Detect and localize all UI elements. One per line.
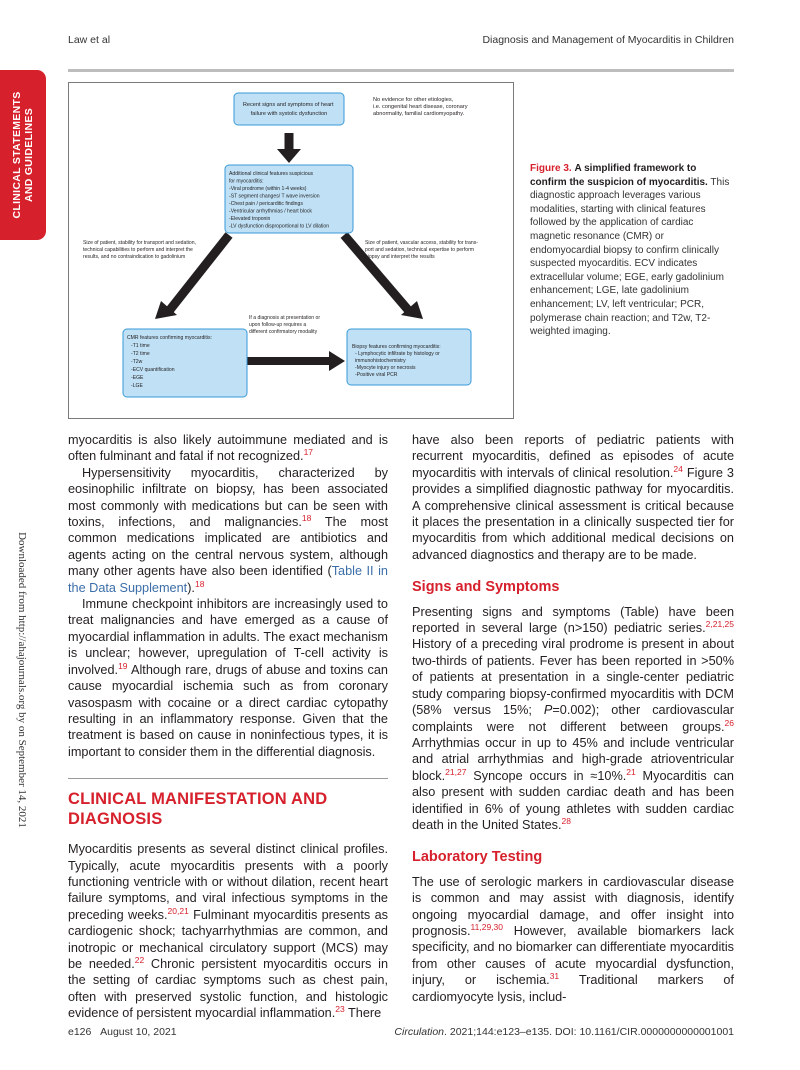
data-supplement-link[interactable]: Table II in the Data Supplement [68, 564, 388, 595]
top-note-line-3: abnormality, familial cardiomyopathy. [373, 111, 465, 117]
middle-box-line-1: Additional clinical features suspicious [229, 171, 314, 177]
figure-caption [530, 162, 730, 339]
arrow-bidirectional-right-head [329, 351, 345, 371]
top-box-line-1: Recent signs and symptoms of heart [242, 102, 334, 108]
page-number: e126 [68, 1026, 92, 1038]
cmr-box-line-7: -LGE [131, 383, 143, 389]
reference-citation[interactable]: 19 [118, 660, 128, 671]
footer-page-info [68, 1026, 177, 1038]
center-note-line-2: upon follow-up requires a [249, 322, 307, 328]
reference-citation[interactable]: 2,21,25 [705, 618, 734, 629]
publication-date: August 10, 2021 [100, 1026, 177, 1038]
reference-citation[interactable]: 31 [549, 970, 560, 981]
center-note-line-1: If a diagnosis at presentation or [249, 315, 321, 321]
diagram-canvas [69, 83, 513, 418]
biopsy-box-line-2: - Lymphocytic infiltrate by histology or [355, 351, 440, 357]
top-box-line-2: failure with systolic dysfunction [250, 111, 328, 117]
center-note-line-3: different confirmatory modality [249, 329, 318, 335]
cmr-box-line-2: -T1 time [131, 343, 150, 349]
reference-citation[interactable]: 17 [303, 447, 314, 458]
cmr-box-line-1: CMR features confirming myocarditis: [127, 335, 212, 341]
reference-citation[interactable]: 18 [194, 578, 205, 589]
running-head-authors: Law et al [68, 34, 111, 46]
caption-title: A simplified framework to confirm the suspicion of myocarditis. [530, 163, 708, 188]
reference-citation[interactable]: 11,29,30 [470, 921, 504, 932]
side-tab-line-1: CLINICAL STATEMENTS [11, 91, 23, 219]
journal-name: Circulation [394, 1026, 445, 1038]
biopsy-box-line-3: immunohistochemistry [355, 358, 406, 364]
reference-citation[interactable]: 21 [626, 766, 636, 777]
section-heading-line-2: DIAGNOSIS [68, 810, 163, 829]
section-heading-line-1: CLINICAL MANIFESTATION AND [68, 790, 328, 809]
left-column [68, 432, 388, 1022]
subheading-laboratory-testing: Laboratory Testing [412, 849, 543, 866]
biopsy-box-line-4: -Myocyte injury or necrosis [355, 365, 416, 371]
right-note-line-3: biopsy and interpret the results [365, 254, 435, 260]
reference-citation[interactable]: 22 [134, 954, 145, 965]
left-note-line-2: technical capabilities to perform and interpret the [83, 247, 193, 253]
right-note-line-2: port and sedation, technical expertise to perform [365, 247, 475, 253]
left-paragraph-3: Immune checkpoint inhibitors are increasingly used to treat malignancies and have emerged as a cause of myocardial inflammation in adults. The exact mechanism is unclear; however, upregulation of T-cell activity is involved.$^{19}$ Although rare, drugs of abuse and toxins can cause myocardial ischemia such as from coronary vasospasm with cocaine or a direct cardiac cytopathy resulting in an inflammatory response. Given that the treatment is based on cause in noninfectious types, it is important to consider them in the differential diagnosis. [68, 597, 388, 759]
left-note-line-3: results, and no contraindication to gadolinium [83, 254, 186, 260]
biopsy-box-line-5: -Positive viral PCR [355, 372, 398, 378]
reference-citation[interactable]: 18 [301, 512, 312, 523]
side-tab-label [11, 91, 35, 218]
figure-3-diagram [68, 82, 514, 419]
left-note-text [83, 240, 197, 260]
right-paragraph-3: The use of serologic markers in cardiovascular disease is common and may assist with diagnosis, identify ongoing myocardial damage, and offer insight into prognosis.$^{11,29,30}$ However, available biomarkers lack specificity, and no biomarker can differentiate myocarditis from other causes of acute myocardial dysfunction, injury, or ischemia.$^{31}$ Traditional markers of cardiomyocyte lysis, includ- [412, 874, 734, 1004]
center-note-text [249, 315, 322, 335]
right-column [412, 432, 734, 1005]
reference-citation[interactable]: 28 [561, 815, 571, 826]
middle-box-line-3: -Viral prodrome (within 1-4 weeks) [229, 186, 307, 192]
reference-citation[interactable]: 21,27 [445, 766, 467, 777]
right-note-text [365, 240, 479, 260]
left-paragraph-1: myocarditis is also likely autoimmune mediated and is often fulminant and fatal if not recognized.$^{17}$ [68, 433, 388, 464]
header-rule [68, 69, 734, 72]
box-recent-signs [234, 93, 344, 125]
reference-citation[interactable]: 24 [673, 463, 683, 474]
middle-box-line-2: for myocarditis: [229, 178, 264, 185]
cmr-box-line-4: -T2w [131, 359, 143, 365]
subheading-signs-symptoms: Signs and Symptoms [412, 579, 560, 596]
middle-box-line-6: -Ventricular arrhythmias / heart block [229, 208, 312, 215]
right-note-line-1: Size of patient, vascular access, stability for trans- [365, 240, 478, 246]
running-head-title: Diagnosis and Management of Myocarditis in Children [482, 34, 734, 46]
right-paragraph-1: have also been reports of pediatric patients with recurrent myocarditis, defined as episodes of acute myocarditis with intervals of clinical resolution.$^{24}$ Figure 3 provides a simplified diagnostic pathway for myocarditis. A comprehensive clinical assessment is critical because it places the presentation in a clinically suspected tier for myocarditis from which additional medical decisions on advanced diagnostics and therapy are to be made. [412, 433, 734, 562]
left-paragraph-2: Hypersensitivity myocarditis, characterized by eosinophilic infiltrate on biopsy, has been associated most commonly with medications but can be seen with toxins, infections, and malignancies.$^{18}$ The most common medications implicated are antibiotics and agents acting on the central nervous system, although many other agents have also been identified (Table II in the Data Supplement).$^{18}$ [68, 465, 388, 595]
middle-box-line-5: -Chest pain / pericarditic findings [229, 201, 303, 207]
left-note-line-1: Size of patient, stability for transport and sedation, [83, 240, 196, 246]
download-notice: Downloaded from http://ahajournals.org by on September 14, 2021 [16, 532, 28, 828]
cmr-box-line-6: -EGE [131, 375, 144, 381]
top-note-line-1: No evidence for other etiologies, [373, 97, 454, 103]
middle-box-line-4: -ST segment changes/ T wave inversion [229, 193, 320, 200]
citation-details: . 2021;144:e123–e135. DOI: 10.1161/CIR.0000000000001001 [444, 1026, 734, 1038]
middle-box-line-8: -LV dysfunction disproportional to LV dilation [229, 223, 330, 230]
cmr-box-line-3: -T2 time [131, 351, 150, 357]
reference-citation[interactable]: 20,21 [167, 905, 189, 916]
middle-box-line-7: -Elevated troponin [229, 216, 271, 222]
left-paragraph-4: Myocarditis presents as several distinct clinical profiles. Typically, acute myocarditis presents with a poorly functioning ventricle with or without dilation, recent heart failure symptoms, and viral infectious symptoms in the preceding weeks.$^{20,21}$ Fulminant myocarditis presents as cardiogenic shock; tachyarrhythmias are common, and inotropic or mechanical circulatory support (MCS) may be needed.$^{22}$ Chronic persistent myocarditis occurs in the setting of cardiac symptoms such as chest pain, often with preserved systolic function, and histologic evidence of persistent myocardial inflammation.$^{23}$ There [68, 842, 389, 1021]
section-divider [68, 778, 388, 779]
footer-citation [394, 1026, 734, 1038]
biopsy-box-line-1: Biopsy features confirming myocarditis: [352, 344, 441, 350]
caption-body: This diagnostic approach leverages various modalities, starting with clinical features followed by the application of cardiac magnetic resonance (CMR) or endomyocardial biopsy to confirm clinically suspected myocarditis. ECV indicates extracellular volume; EGE, early gadolinium enhancement; LGE, late gadolinium enhancement; LV, left ventricular; PCR, polymerase chain reaction; and T2w, T2-weighted imaging. [530, 176, 730, 338]
side-tab-line-2: AND GUIDELINES [23, 107, 35, 203]
reference-citation[interactable]: 23 [335, 1003, 345, 1014]
arrow-top-to-middle-head [277, 149, 301, 163]
right-paragraph-2: Presenting signs and symptoms (Table) have been reported in several large (n>150) pediatric series.$^{2,21,25}$ History of a preceding viral prodrome is present in about two-thirds of patients. Fever has been reported in >50% of patients at presentation in a single-center pediatric study comparing biopsy-confirmed myocarditis with DCM (58% versus 15%; P=0.002); other cardiovascular complaints were not different between groups.$^{26}$ Arrhythmias occur in up to 45% and include ventricular and atrial arrhythmias and high-grade atrioventricular block.$^{21,27}$ Syncope occurs in ≈10%.$^{21}$ Myocarditis can also present with sudden cardiac death and has been identified in 6% of young athletes with sudden cardiac death in the United States.$^{28}$ [412, 604, 734, 832]
top-note-text [373, 97, 469, 117]
reference-citation[interactable]: 26 [724, 717, 734, 728]
top-note-line-2: i.e. congenital heart disease, coronary [373, 104, 468, 110]
section-heading [68, 789, 388, 829]
caption-label: Figure 3. [530, 163, 572, 174]
cmr-box-line-5: -ECV quantification [131, 367, 175, 373]
